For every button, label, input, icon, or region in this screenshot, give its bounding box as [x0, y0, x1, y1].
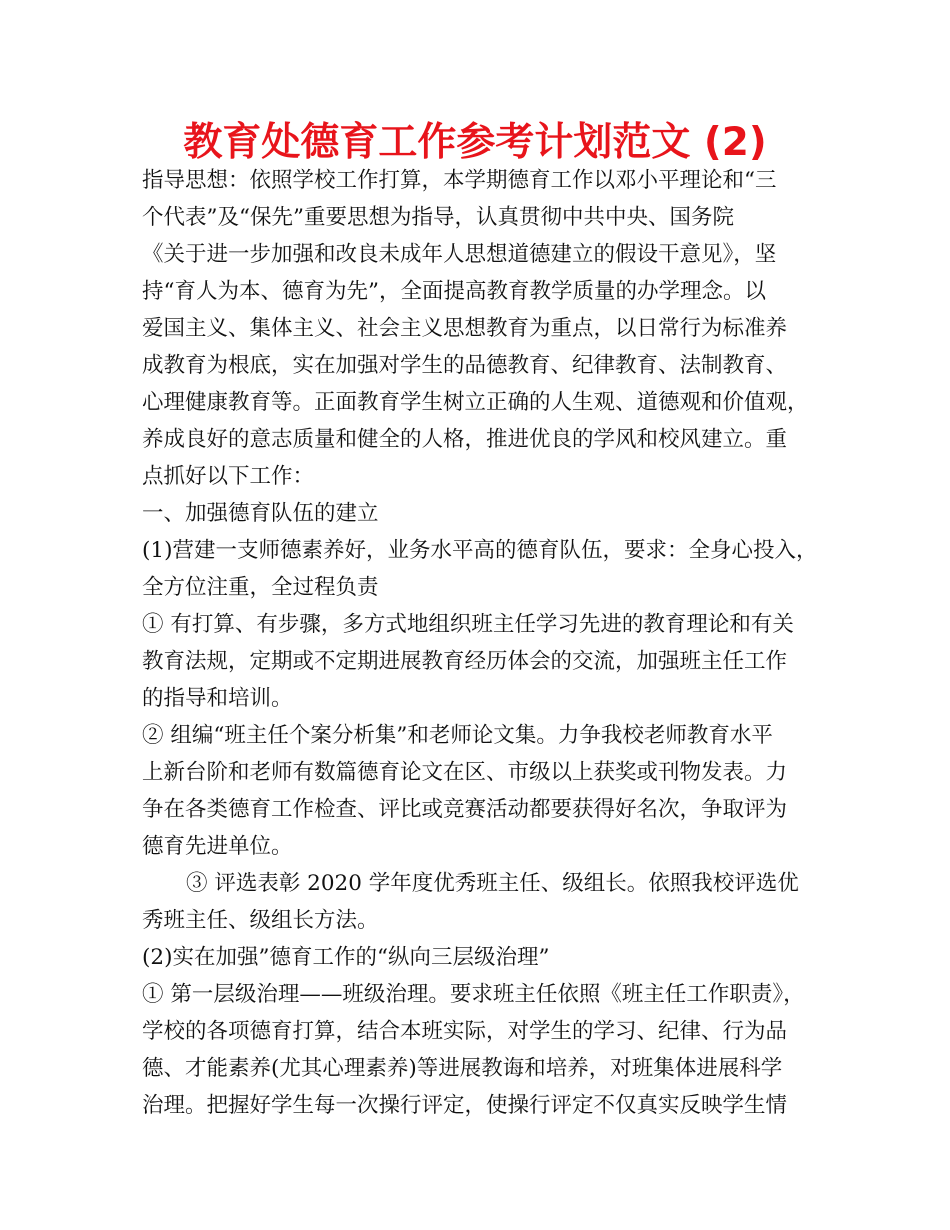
body-line-20: ③ 评选表彰 2020 学年度优秀班主任、级组长。依照我校评选优: [186, 871, 799, 896]
body-line-25: 德、才能素养(尤其心理素养)等进展教诲和培养，对班集体进展科学: [142, 1056, 783, 1081]
body-line-22: (2)实在加强”德育工作的“纵向三层级治理”: [142, 945, 550, 970]
body-line-26: 治理。把握好学生每一次操行评定，使操行评定不仅真实反映学生情: [142, 1093, 788, 1118]
body-line-8: 养成良好的意志质量和健全的人格，推进优良的学风和校风建立。重: [142, 427, 788, 452]
body-line-6: 成教育为根底，实在加强对学生的品德教育、纪律教育、法制教育、: [142, 353, 788, 378]
body-line-17: 上新台阶和老师有数篇德育论文在区、市级以上获奖或刊物发表。力: [142, 760, 788, 785]
body-line-13: ① 有打算、有步骤，多方式地组织班主任学习先进的教育理论和有关: [142, 612, 794, 637]
body-line-5: 爱国主义、集体主义、社会主义思想教育为重点，以日常行为标准养: [142, 316, 788, 341]
body-line-9: 点抓好以下工作：: [142, 464, 315, 489]
body-line-23: ① 第一层级治理——班级治理。要求班主任依照《班主任工作职责》，: [142, 982, 805, 1007]
body-line-4: 持“育人为本、德育为先”，全面提高教育教学质量的办学理念。以: [142, 279, 766, 304]
body-line-24: 学校的各项德育打算，结合本班实际，对学生的学习、纪律、行为品: [142, 1019, 788, 1044]
body-line-3: 《关于进一步加强和改良未成年人思想道德建立的假设干意见》，坚: [142, 242, 777, 267]
body-line-21: 秀班主任、级组长方法。: [142, 908, 379, 933]
body-line-2: 个代表”及“保先”重要思想为指导，认真贯彻中共中央、国务院: [142, 205, 734, 230]
body-line-19: 德育先进单位。: [142, 834, 293, 859]
body-line-18: 争在各类德育工作检查、评比或竞赛活动都要获得好名次，争取评为: [142, 797, 788, 822]
document-title: 教育处德育工作参考计划范文 (2): [183, 120, 767, 165]
body-line-16: ② 组编“班主任个案分析集”和老师论文集。力争我校老师教育水平: [142, 723, 773, 748]
section-heading-1: 一、加强德育队伍的建立: [142, 501, 379, 526]
body-line-14: 教育法规，定期或不定期进展教育经历体会的交流，加强班主任工作: [142, 649, 788, 674]
body-line-15: 的指导和培训。: [142, 686, 293, 711]
body-line-11: (1)营建一支师德素养好，业务水平高的德育队伍，要求：全身心投入，: [142, 538, 818, 563]
body-line-7: 心理健康教育等。正面教育学生树立正确的人生观、道德观和价值观，: [142, 390, 809, 415]
body-line-1: 指导思想：依照学校工作打算，本学期德育工作以邓小平理论和“三: [142, 168, 777, 193]
body-line-12: 全方位注重，全过程负责: [142, 575, 379, 600]
